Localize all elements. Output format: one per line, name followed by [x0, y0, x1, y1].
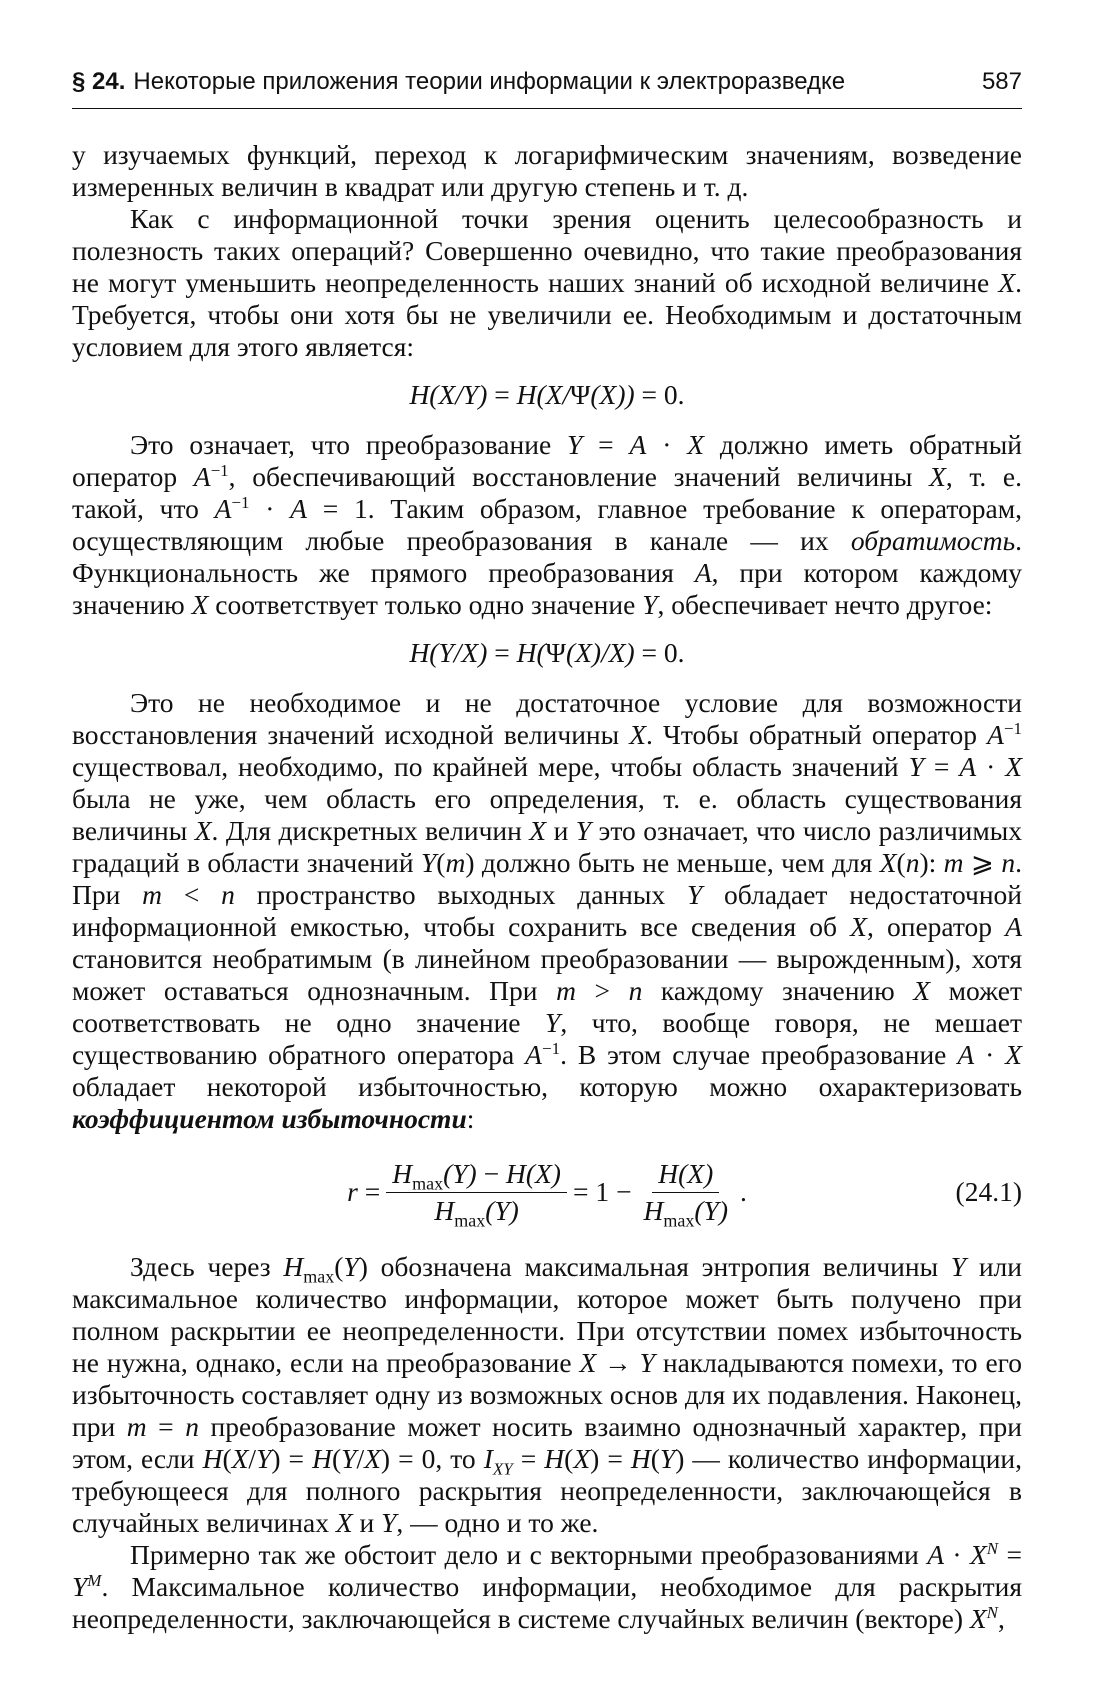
chapter-title: Некоторые приложения теории информации к электроразведке — [133, 68, 846, 95]
equation-number: (24.1) — [955, 1176, 1022, 1207]
fraction-entropy-ratio: $\frac{H(X)}{H_{max}(Y)}$ — [643, 1157, 728, 1230]
section-number: § 24. — [72, 68, 126, 95]
paragraph-4: Это не необходимое и не достаточное условие для возможности восстановления значений исходной величины X. Чтобы обратный оператор $A^{-1}$ существовал, необходимо, по крайней мере, чтобы область значений Y = A · X была не уже, чем область его определения, т. е. область существования величины X. Для дискретных величин X и Y это означает, что число различимых градаций в области значений Y(m) должно быть не меньше, чем для X(n): m ⩾ n. При m < n пространство выходных данных Y обладает недостаточной информационной емкостью, чтобы сохранить все сведения об X, оператор A становится необратимым (в линейном преобразовании — вырожденным), хотя может оставаться однозначным. При m > n каждому значению X может соответствовать не одно значение Y, что, вообще говоря, не мешает существованию обратного оператора $A^{-1}$. В этом случае преобразование A · X обладает некоторой избыточностью, которую можно охарактеризовать коэффициентом избыточности: — [72, 687, 1023, 1134]
paragraph-3: Это означает, что преобразование Y = A · X должно иметь обратный оператор $A^{-1}$, обеспечивающий восстановление значений величины X, т. е. такой, что $A^{-1} \cdot A = 1$. Таким образом, главное требование к операторам, осуществляющим любые преобразования в канале — их обратимость. Функциональность же прямого преобразования A, при котором каждому значению X соответствует только одно значение Y, обеспечивает нечто другое: — [72, 429, 1023, 620]
paragraph-5: Здесь через $H_{max}(Y)$ обозначена максимальная энтропия величины Y или максимальное количество информации, которое может быть получено при полном раскрытии ее неопределенности. При отсутствии помех избыточность не нужна, однако, если на преобразование X → Y накладываются помехи, то его избыточность составляет одну из возможных основ для их подавления. Наконец, при m = n преобразование может носить взаимно однозначный характер, при этом, если H(X/Y) = H(Y/X) = 0, то $I_{XY} = H(X) = H(Y)$ — количество информации, требующееся для полного раскрытия неопределенности, заключающейся в случайных величинах X и Y, — одно и то же. — [72, 1251, 1023, 1538]
equation-conditional-entropy-1: H(X/Y) = H(X/Ψ(X)) = 0. — [409, 379, 685, 410]
running-head — [72, 66, 1022, 109]
term-redundancy-coefficient: коэффициентом избыточности — [72, 1103, 467, 1134]
paragraph-6: Примерно так же обстоит дело и с векторными преобразованиями $A \cdot X^N = Y^M$. Максимальное количество информации, необходимое для раскрытия неопределенности, заключающейся в системе случайных величин (векторе) $X^N$, — [72, 1538, 1022, 1634]
paragraph-1: у изучаемых функций, переход к логарифмическим значениям, возведение измеренных величин в квадрат или другую степень и т. д. — [72, 139, 1022, 202]
term-reversibility: обратимость — [850, 525, 1016, 556]
running-head-title — [72, 66, 845, 98]
fraction-redundancy: $\frac{H_{max}(Y) - H(X)}{H_{max}(Y)}$ — [386, 1156, 567, 1229]
page-number: 587 — [981, 68, 1022, 95]
paragraph-2: Как с информационной точки зрения оценить целесообразность и полезность таких операций? Совершенно очевидно, что такие преобразования не могут уменьшить неопределенность наших знаний об исходной величине X. Требуется, чтобы они хотя бы не увеличили ее. Необходимым и достаточным условием для этого является: — [72, 203, 1022, 362]
equation-24-1: r = $\frac{H_{max}(Y) - H(X)}{H_{max}(Y)}$ = 1 − $\frac{H(X)}{H_{max}(Y)}$ . (24.1) — [347, 1157, 1022, 1230]
equation-conditional-entropy-2: H(Y/X) = H(Ψ(X)/X) = 0. — [409, 637, 685, 668]
